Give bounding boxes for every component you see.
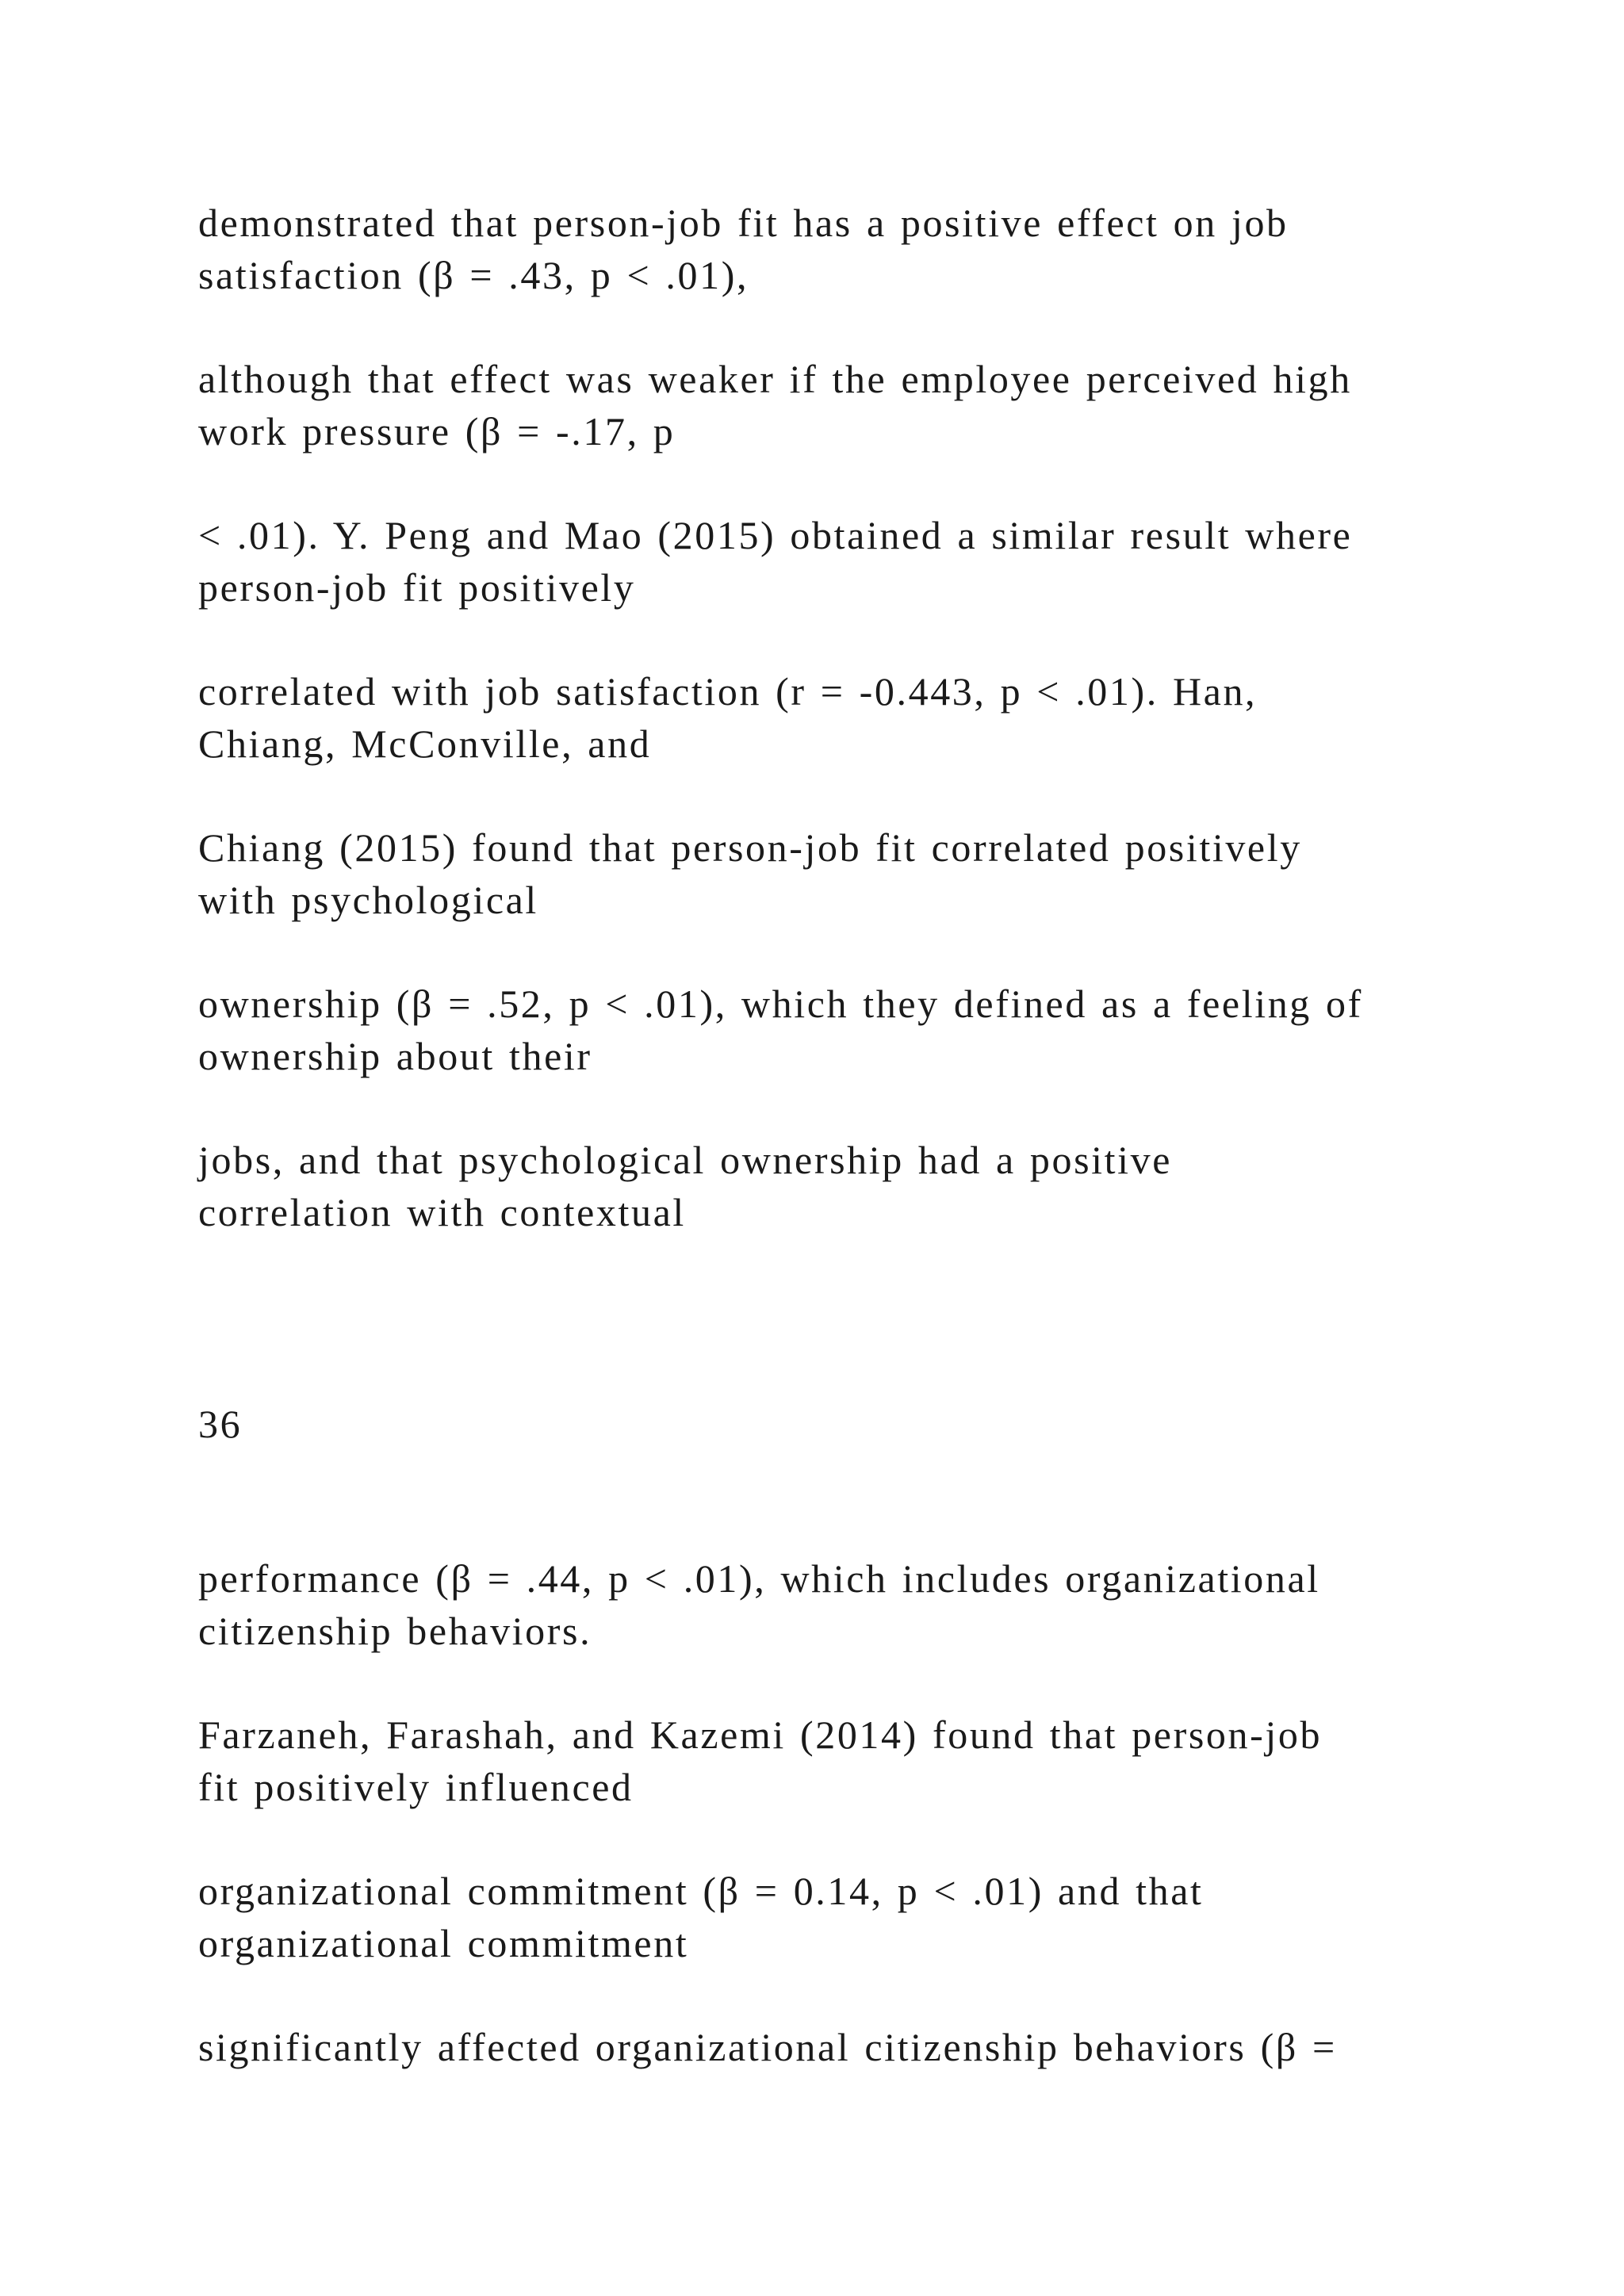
text-line: fit positively influenced [198, 1765, 634, 1809]
paragraph [198, 1865, 1467, 1969]
text-line: jobs, and that psychological ownership had a positive [198, 1138, 1173, 1182]
text-line: ownership (β = .52, p < .01), which they defined as a feeling of [198, 982, 1363, 1026]
paragraph [198, 1134, 1467, 1238]
paragraph [198, 1709, 1467, 1813]
text-line: correlated with job satisfaction (r = -0.443, p < .01). Han, [198, 669, 1258, 714]
text-line: correlation with contextual [198, 1190, 686, 1234]
text-line: although that effect was weaker if the employee perceived high [198, 357, 1352, 401]
text-line: demonstrated that person-job fit has a positive effect on job [198, 201, 1289, 245]
text-line: Chiang (2015) found that person-job fit correlated positively [198, 825, 1302, 870]
paragraph [198, 1552, 1467, 1657]
text-line: work pressure (β = -.17, p [198, 409, 676, 453]
text-line: satisfaction (β = .43, p < .01), [198, 253, 749, 297]
paragraph [198, 509, 1467, 614]
paragraph [198, 978, 1467, 1082]
text-line: < .01). Y. Peng and Mao (2015) obtained a similar result where [198, 513, 1353, 557]
text-line: person-job fit positively [198, 565, 636, 610]
text-line: significantly affected organizational citizenship behaviors (β = [198, 2025, 1337, 2069]
text-line: with psychological [198, 878, 538, 922]
text-line: citizenship behaviors. [198, 1609, 592, 1653]
paragraph [198, 665, 1467, 770]
paragraph [198, 197, 1467, 301]
paragraph [198, 2021, 1467, 2073]
text-line: organizational commitment (β = 0.14, p < .01) and that [198, 1869, 1204, 1913]
paragraph [198, 353, 1467, 457]
text-line: performance (β = .44, p < .01), which includes organizational [198, 1556, 1320, 1601]
paragraph [198, 821, 1467, 926]
text-line: organizational commitment [198, 1921, 689, 1965]
text-line: ownership about their [198, 1034, 592, 1078]
text-line: Farzaneh, Farashah, and Kazemi (2014) found that person-job [198, 1712, 1323, 1757]
text-line: Chiang, McConville, and [198, 721, 652, 766]
page-number: 36 [198, 1402, 243, 1446]
